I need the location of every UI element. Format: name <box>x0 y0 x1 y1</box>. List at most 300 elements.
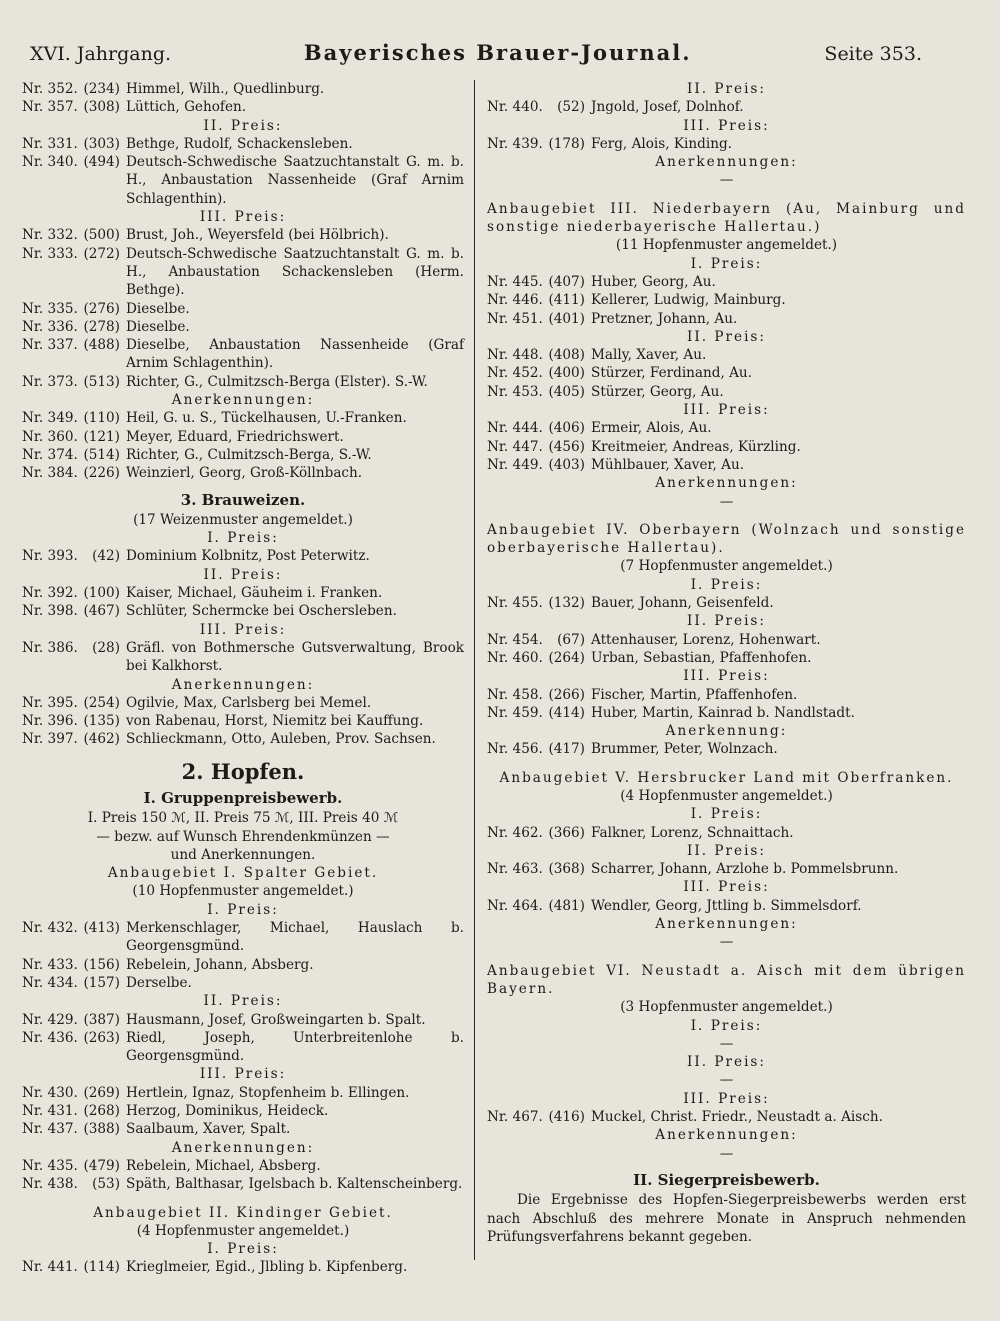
sample-number: (272) <box>83 245 120 262</box>
prize-heading: Anerkennungen: <box>655 154 798 171</box>
entry-text: Attenhauser, Lorenz, Hohenwart. <box>591 631 821 648</box>
entry-number: Nr. 331. <box>22 135 78 152</box>
entry-row <box>22 1084 464 1102</box>
entry-text: Dieselbe. <box>126 300 190 317</box>
entry-number: Nr. 463. <box>487 861 543 878</box>
prize-heading: Anerkennung: <box>665 723 788 740</box>
closing-paragraph: Die Ergebnisse des Hopfen-Siegerpreisbewerbs werden erst nach Abschluß des mehrere Monate in Anspruch nehmenden Prüfungsverfahrens bekannt gegeben. <box>487 1192 966 1245</box>
empty-dash: — <box>719 1035 734 1052</box>
entry-text: Riedl, Joseph, Unterbreitenlohe b. Georgensgmünd. <box>126 1029 464 1065</box>
sample-number: (366) <box>548 824 585 841</box>
prize-heading: III. Preis: <box>683 879 770 896</box>
empty-dash: — <box>719 1145 734 1162</box>
entry-text: Krieglmeier, Egid., Jlbling b. Kipfenberg. <box>126 1259 408 1276</box>
entry-text: Himmel, Wilh., Quedlinburg. <box>126 81 325 97</box>
sample-number: (268) <box>83 1103 120 1120</box>
entry-list <box>487 631 966 668</box>
entry-row <box>487 631 966 649</box>
entry-text: Ogilvie, Max, Carlsberg bei Memel. <box>126 694 372 711</box>
prize-heading: III. Preis: <box>683 1090 770 1107</box>
sample-number: (408) <box>548 347 585 364</box>
sample-number: (303) <box>83 135 120 152</box>
entry-list <box>22 226 464 391</box>
entry-number: Nr. 462. <box>487 824 543 841</box>
empty-dash: — <box>719 493 734 510</box>
entry-row <box>487 135 966 153</box>
entry-row <box>487 310 966 328</box>
entry-list <box>487 273 966 328</box>
entry-number: Nr. 436. <box>22 1029 78 1046</box>
entry-number: Nr. 433. <box>22 956 78 973</box>
entry-row <box>22 1258 464 1276</box>
prize-heading: Anerkennungen: <box>171 676 315 693</box>
prize-heading: I. Preis: <box>690 576 763 593</box>
entry-number: Nr. 455. <box>487 595 543 612</box>
entry-number: Nr. 460. <box>487 649 543 666</box>
prize-heading: III. Preis: <box>683 402 770 419</box>
entry-text: Dominium Kolbnitz, Post Peterwitz. <box>126 548 370 565</box>
sample-number: (413) <box>83 920 120 937</box>
entry-list <box>22 639 464 676</box>
prize-heading: I. Preis: <box>207 901 279 918</box>
section-heading: 3. Brauweizen. <box>180 490 306 509</box>
entry-number: Nr. 431. <box>22 1103 78 1120</box>
entry-list <box>487 897 966 915</box>
entry-text: Kaiser, Michael, Gäuheim i. Franken. <box>126 585 383 602</box>
entry-text: Wendler, Georg, Jttling b. Simmelsdorf. <box>591 897 862 914</box>
entry-number: Nr. 438. <box>22 1176 78 1193</box>
sample-count: (4 Hopfenmuster angemeldet.) <box>620 787 833 804</box>
prize-heading: II. Preis: <box>203 566 283 583</box>
entry-text: Pretzner, Johann, Au. <box>591 310 738 327</box>
left-column <box>22 80 474 1321</box>
entry-number: Nr. 458. <box>487 686 543 703</box>
entry-list <box>487 860 966 878</box>
prize-heading: II. Preis: <box>687 81 766 97</box>
sample-number: (462) <box>83 731 120 748</box>
entry-text: von Rabenau, Horst, Niemitz bei Kauffung. <box>126 713 424 730</box>
sample-number: (417) <box>548 741 585 758</box>
sample-number: (514) <box>83 446 120 463</box>
sample-number: (481) <box>548 897 585 914</box>
entry-list <box>487 594 966 612</box>
entry-text: Dieselbe, Anbaustation Nassenheide (Graf Arnim Schlagenthin). <box>126 337 464 372</box>
entry-text: Scharrer, Johann, Arzlohe b. Pommelsbrunn. <box>591 861 899 878</box>
entry-text: Stürzer, Ferdinand, Au. <box>591 365 753 382</box>
sample-number: (226) <box>83 465 120 482</box>
area-heading: Anbaugebiet IV. Oberbayern (Wolnzach und sonstige oberbayerische Hallertau). <box>487 521 966 557</box>
entry-text: Dieselbe. <box>126 318 190 335</box>
entry-row <box>22 245 464 300</box>
entry-number: Nr. 445. <box>487 273 543 290</box>
entry-number: Nr. 398. <box>22 603 78 620</box>
entry-list <box>487 135 966 153</box>
entry-text: Weinzierl, Georg, Groß-Köllnbach. <box>126 465 363 482</box>
section-heading: I. Gruppenpreisbewerb. <box>143 788 343 807</box>
entry-number: Nr. 429. <box>22 1011 78 1028</box>
entry-row <box>487 364 966 382</box>
entry-text: Kreitmeier, Andreas, Kürzling. <box>591 438 801 455</box>
entry-number: Nr. 332. <box>22 227 78 244</box>
entry-text: Mally, Xaver, Au. <box>591 347 707 364</box>
empty-dash: — <box>719 172 734 189</box>
entry-list <box>22 80 464 117</box>
entry-number: Nr. 336. <box>22 318 78 335</box>
entry-text: Kellerer, Ludwig, Mainburg. <box>591 292 786 309</box>
entry-number: Nr. 444. <box>487 420 543 437</box>
page-number: Seite 353. <box>824 43 922 65</box>
entry-number: Nr. 393. <box>22 548 78 565</box>
entry-row <box>487 594 966 612</box>
sample-number: (276) <box>83 300 120 317</box>
sample-number: (157) <box>83 974 120 991</box>
entry-row <box>22 730 464 748</box>
prize-heading: Anerkennungen: <box>171 392 315 409</box>
sample-number: (416) <box>548 1109 585 1126</box>
entry-text: Huber, Georg, Au. <box>591 273 716 290</box>
prize-heading: II. Preis: <box>203 993 283 1010</box>
entry-text: Brummer, Peter, Wolnzach. <box>591 741 778 758</box>
sample-number: (135) <box>83 713 120 730</box>
sample-number: (53) <box>92 1176 120 1193</box>
entry-row <box>22 1157 464 1175</box>
sample-number: (114) <box>83 1259 120 1276</box>
sample-number: (479) <box>83 1157 120 1174</box>
entry-number: Nr. 430. <box>22 1084 78 1101</box>
sample-count: (7 Hopfenmuster angemeldet.) <box>620 558 833 575</box>
entry-text: Schlüter, Schermcke bei Oschersleben. <box>126 603 397 620</box>
sample-number: (405) <box>548 383 585 400</box>
entry-text: Späth, Balthasar, Igelsbach b. Kaltenscheinberg. <box>126 1176 463 1193</box>
entry-row <box>487 419 966 437</box>
entry-list <box>487 419 966 474</box>
area-heading: Anbaugebiet VI. Neustadt a. Aisch mit dem übrigen Bayern. <box>487 962 966 997</box>
prize-heading: II. Preis: <box>687 1054 766 1071</box>
entry-text: Schlieckmann, Otto, Auleben, Prov. Sachsen. <box>126 731 436 748</box>
sample-count: (11 Hopfenmuster angemeldet.) <box>615 237 838 254</box>
entry-row <box>487 346 966 364</box>
entry-text: Rebelein, Johann, Absberg. <box>126 956 314 973</box>
entry-number: Nr. 333. <box>22 245 78 262</box>
sample-number: (264) <box>548 649 585 666</box>
entry-number: Nr. 337. <box>22 337 78 354</box>
entry-text: Hertlein, Ignaz, Stopfenheim b. Ellingen. <box>126 1084 410 1101</box>
entry-number: Nr. 448. <box>487 347 543 364</box>
prize-heading: I. Preis: <box>690 255 763 272</box>
entry-row <box>22 464 464 482</box>
entry-text: Lüttich, Gehofen. <box>126 99 247 116</box>
sample-number: (278) <box>83 318 120 335</box>
sample-number: (467) <box>83 603 120 620</box>
entry-row <box>22 547 464 565</box>
entry-list <box>487 686 966 723</box>
entry-list <box>22 1157 464 1194</box>
sample-number: (494) <box>83 154 120 171</box>
sample-count: (4 Hopfenmuster angemeldet.) <box>136 1222 350 1239</box>
entry-list <box>22 135 464 208</box>
entry-number: Nr. 396. <box>22 713 78 730</box>
entry-number: Nr. 434. <box>22 974 78 991</box>
entry-text: Richter, G., Culmitzsch-Berga (Elster). S.-W. <box>126 373 428 390</box>
entry-number: Nr. 467. <box>487 1109 543 1126</box>
entry-row <box>487 291 966 309</box>
entry-row <box>487 740 966 758</box>
entry-text: Hausmann, Josef, Großweingarten b. Spalt. <box>126 1011 426 1028</box>
prize-heading: II. Preis: <box>203 117 283 134</box>
entry-row <box>22 318 464 336</box>
sample-count: (10 Hopfenmuster angemeldet.) <box>132 883 354 900</box>
entry-list <box>22 409 464 482</box>
entry-row <box>22 409 464 427</box>
entry-row <box>22 446 464 464</box>
entry-row <box>487 438 966 456</box>
entry-number: Nr. 440. <box>487 99 543 116</box>
entry-number: Nr. 357. <box>22 99 78 116</box>
sample-number: (388) <box>83 1121 120 1138</box>
prize-heading: I. Preis: <box>207 530 279 547</box>
prize-heading: II. Preis: <box>687 613 766 630</box>
prize-amounts: I. Preis 150 ℳ, II. Preis 75 ℳ, III. Preis 40 ℳ <box>87 810 399 827</box>
entry-row <box>22 1011 464 1029</box>
sample-number: (513) <box>83 373 120 390</box>
prize-heading: III. Preis: <box>683 668 770 685</box>
right-column <box>474 80 966 1260</box>
entry-text: Heil, G. u. S., Tückelhausen, U.-Franken. <box>126 410 407 427</box>
entry-number: Nr. 453. <box>487 383 543 400</box>
sample-number: (100) <box>83 585 120 602</box>
entry-list <box>22 1258 464 1276</box>
entry-list <box>22 584 464 621</box>
entry-text: Bauer, Johann, Geisenfeld. <box>591 595 774 612</box>
prize-heading: II. Preis: <box>687 842 766 859</box>
entry-text: Fischer, Martin, Pfaffenhofen. <box>591 686 798 703</box>
sample-number: (234) <box>83 81 120 97</box>
entry-number: Nr. 439. <box>487 135 543 152</box>
prize-heading: Anerkennungen: <box>171 1139 315 1156</box>
entry-number: Nr. 447. <box>487 438 543 455</box>
entry-number: Nr. 459. <box>487 704 543 721</box>
prize-heading: I. Preis: <box>690 1017 763 1034</box>
area-heading: Anbaugebiet V. Hersbrucker Land mit Oberfranken. <box>499 769 954 786</box>
sample-number: (387) <box>83 1011 120 1028</box>
entry-row <box>22 373 464 391</box>
entry-list <box>487 1108 966 1126</box>
entry-number: Nr. 454. <box>487 631 543 648</box>
entry-row <box>22 80 464 98</box>
entry-text: Urban, Sebastian, Pfaffenhofen. <box>591 649 812 666</box>
entry-number: Nr. 373. <box>22 373 78 390</box>
entry-number: Nr. 397. <box>22 731 78 748</box>
entry-text: Merkenschlager, Michael, Hauslach b. Georgensgmünd. <box>126 920 464 955</box>
entry-row <box>487 686 966 704</box>
entry-number: Nr. 435. <box>22 1157 78 1174</box>
entry-text: Richter, G., Culmitzsch-Berga, S.-W. <box>126 446 372 463</box>
prize-heading: Anerkennungen: <box>655 475 798 492</box>
entry-list <box>22 1011 464 1066</box>
entry-text: Brust, Joh., Weyersfeld (bei Hölbrich). <box>126 227 389 244</box>
entry-row <box>22 974 464 992</box>
sample-number: (156) <box>83 956 120 973</box>
entry-number: Nr. 451. <box>487 310 543 327</box>
sample-number: (269) <box>83 1084 120 1101</box>
entry-row <box>22 98 464 116</box>
section-heading: II. Siegerpreisbewerb. <box>633 1170 820 1189</box>
sample-number: (121) <box>83 428 120 445</box>
entry-row <box>22 712 464 730</box>
entry-list <box>487 740 966 758</box>
sample-number: (411) <box>548 292 585 309</box>
prize-heading: II. Preis: <box>687 328 766 345</box>
sample-count: (3 Hopfenmuster angemeldet.) <box>620 999 833 1016</box>
prize-heading: III. Preis: <box>199 621 287 638</box>
entry-row <box>487 897 966 915</box>
entry-row <box>22 639 464 676</box>
entry-number: Nr. 464. <box>487 897 543 914</box>
entry-row <box>22 584 464 602</box>
sample-number: (414) <box>548 704 585 721</box>
entry-number: Nr. 374. <box>22 446 78 463</box>
sample-number: (28) <box>92 639 120 656</box>
entry-row <box>487 98 966 116</box>
area-heading: Anbaugebiet II. Kindinger Gebiet. <box>93 1204 393 1221</box>
entry-row <box>487 273 966 291</box>
sample-number: (263) <box>83 1029 120 1046</box>
entry-number: Nr. 352. <box>22 81 78 97</box>
entry-row <box>487 860 966 878</box>
sample-number: (178) <box>548 135 585 152</box>
entry-number: Nr. 456. <box>487 741 543 758</box>
prize-note: — bezw. auf Wunsch Ehrendenkmünzen — <box>96 828 390 845</box>
prize-heading: I. Preis: <box>207 1241 279 1258</box>
entry-text: Mühlbauer, Xaver, Au. <box>591 456 745 473</box>
sample-number: (403) <box>548 456 585 473</box>
entry-list <box>22 694 464 749</box>
volume-label: XVI. Jahrgang. <box>30 43 172 65</box>
entry-row <box>22 1120 464 1138</box>
entry-row <box>487 456 966 474</box>
entry-text: Stürzer, Georg, Au. <box>591 383 724 400</box>
entry-text: Ferg, Alois, Kinding. <box>591 135 732 152</box>
entry-number: Nr. 446. <box>487 292 543 309</box>
prize-heading: III. Preis: <box>683 117 770 134</box>
entry-row <box>22 135 464 153</box>
entry-text: Deutsch-Schwedische Saatzuchtanstalt G. m. b. H., Anbaustation Nassenheide (Graf Arnim Schlagenthin). <box>126 154 464 207</box>
entry-text: Meyer, Eduard, Friedrichswert. <box>126 428 344 445</box>
empty-dash: — <box>719 1072 734 1089</box>
entry-list <box>487 98 966 116</box>
sample-number: (368) <box>548 861 585 878</box>
sample-number: (254) <box>83 694 120 711</box>
chapter-heading: 2. Hopfen. <box>181 758 305 784</box>
entry-text: Jngold, Josef, Dolnhof. <box>591 99 744 116</box>
entry-number: Nr. 452. <box>487 365 543 382</box>
entry-row <box>22 956 464 974</box>
sample-number: (488) <box>83 337 120 354</box>
entry-list <box>22 1084 464 1139</box>
entry-row <box>22 153 464 208</box>
prize-heading: III. Preis: <box>199 209 287 226</box>
entry-text: Deutsch-Schwedische Saatzuchtanstalt G. m. b. H., Anbaustation Schackensleben (Herm. Bethge). <box>126 245 464 299</box>
sample-number: (42) <box>92 548 120 565</box>
entry-row <box>22 336 464 373</box>
sample-number: (406) <box>548 420 585 437</box>
area-heading: Anbaugebiet III. Niederbayern (Au, Mainburg und sonstige niederbayerische Hallertau.) <box>487 200 966 236</box>
entry-number: Nr. 349. <box>22 410 78 427</box>
sample-count: (17 Weizenmuster angemeldet.) <box>133 511 353 528</box>
entry-text: Saalbaum, Xaver, Spalt. <box>126 1121 291 1138</box>
sample-number: (67) <box>557 631 585 648</box>
prize-heading: I. Preis: <box>690 806 763 823</box>
entry-row <box>487 383 966 401</box>
prize-note: und Anerkennungen. <box>170 846 316 863</box>
empty-dash: — <box>719 934 734 951</box>
entry-number: Nr. 395. <box>22 694 78 711</box>
entry-number: Nr. 335. <box>22 300 78 317</box>
entry-list <box>22 919 464 992</box>
sample-number: (401) <box>548 310 585 327</box>
entry-row <box>487 824 966 842</box>
entry-row <box>22 694 464 712</box>
sample-number: (400) <box>548 365 585 382</box>
entry-row <box>22 1029 464 1066</box>
entry-list <box>22 547 464 565</box>
page-header <box>30 40 922 70</box>
prize-heading: III. Preis: <box>199 1066 287 1083</box>
entry-text: Herzog, Dominikus, Heideck. <box>126 1103 329 1120</box>
entry-number: Nr. 384. <box>22 465 78 482</box>
entry-text: Rebelein, Michael, Absberg. <box>126 1157 321 1174</box>
journal-title: Bayerisches Brauer-Journal. <box>303 40 692 65</box>
entry-number: Nr. 340. <box>22 154 78 171</box>
sample-number: (500) <box>83 227 120 244</box>
entry-row <box>487 649 966 667</box>
entry-number: Nr. 449. <box>487 456 543 473</box>
entry-row <box>22 300 464 318</box>
entry-row <box>487 704 966 722</box>
entry-number: Nr. 441. <box>22 1259 78 1276</box>
entry-number: Nr. 386. <box>22 639 78 656</box>
sample-number: (266) <box>548 686 585 703</box>
entry-row <box>22 919 464 956</box>
sample-number: (52) <box>557 99 585 116</box>
sample-number: (308) <box>83 99 120 116</box>
sample-number: (456) <box>548 438 585 455</box>
entry-text: Ermeir, Alois, Au. <box>591 420 712 437</box>
area-heading: Anbaugebiet I. Spalter Gebiet. <box>107 865 379 882</box>
sample-number: (132) <box>548 595 585 612</box>
entry-number: Nr. 432. <box>22 920 78 937</box>
entry-row <box>22 602 464 620</box>
entry-text: Huber, Martin, Kainrad b. Nandlstadt. <box>591 704 855 721</box>
entry-row <box>22 428 464 446</box>
entry-row <box>487 1108 966 1126</box>
prize-heading: Anerkennungen: <box>655 916 798 933</box>
entry-text: Gräfl. von Bothmersche Gutsverwaltung, Brook bei Kalkhorst. <box>126 639 464 675</box>
entry-row <box>22 1102 464 1120</box>
entry-text: Muckel, Christ. Friedr., Neustadt a. Aisch. <box>591 1109 883 1126</box>
prize-heading: Anerkennungen: <box>655 1127 798 1144</box>
two-column-body <box>22 80 966 1321</box>
sample-number: (407) <box>548 273 585 290</box>
entry-number: Nr. 392. <box>22 585 78 602</box>
sample-number: (110) <box>83 410 120 427</box>
entry-row <box>22 226 464 244</box>
entry-text: Derselbe. <box>126 974 192 991</box>
entry-text: Falkner, Lorenz, Schnaittach. <box>591 824 794 841</box>
entry-number: Nr. 437. <box>22 1121 78 1138</box>
entry-text: Bethge, Rudolf, Schackensleben. <box>126 135 353 152</box>
entry-row <box>22 1175 464 1193</box>
